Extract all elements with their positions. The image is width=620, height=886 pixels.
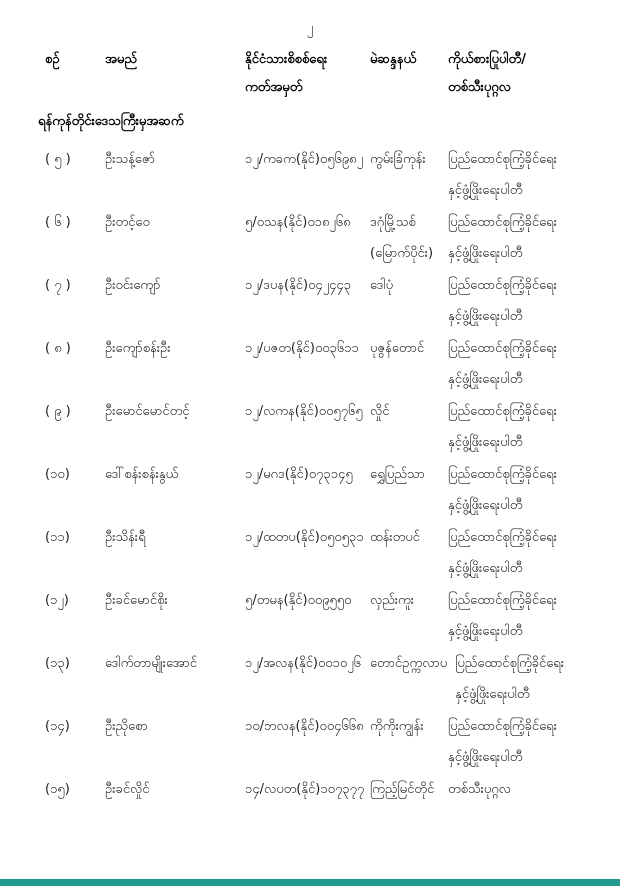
constituency-line: ကြည့်မြင်တိုင် <box>370 782 435 797</box>
nrc-number: ၁၂/ပဇတ(နိုင်)၀၀၃၆၁၁ <box>245 341 359 356</box>
constituency <box>370 522 448 553</box>
constituency-line: ဒဂုံမြို့သစ် <box>370 215 416 230</box>
header-party-line-2: တစ်သီးပုဂ္ဂလ <box>448 80 511 95</box>
constituency-line: လှိုင် <box>370 404 390 419</box>
header-nrc-line-1: နိုင်ငံသားစိစစ်ရေး <box>245 52 328 67</box>
header-party-line-1: ကိုယ်စားပြုပါတီ/ <box>448 52 526 67</box>
party-line: ပြည်ထောင်စုကြံ့ခိုင်ရေး <box>448 719 557 734</box>
party <box>448 774 614 805</box>
party-line: ပြည်ထောင်စုကြံ့ခိုင်ရေး <box>448 278 557 293</box>
candidate-name: ဦးညိုစော <box>105 719 148 734</box>
row-number: ( ၇ ) <box>45 278 71 293</box>
header-name <box>105 46 245 74</box>
page-number: ၂ <box>306 21 314 36</box>
nrc-number: ၁၂/ထတပ(နိုင်)၀၅၀၅၃၁ <box>245 530 364 545</box>
row-number: (၁၅) <box>45 782 70 797</box>
party <box>455 648 614 710</box>
table-row <box>38 648 614 711</box>
party-line: ပြည်ထောင်စုကြံ့ခိုင်ရေး <box>448 404 557 419</box>
constituency-line: ရွှေပြည်သာ <box>370 467 425 482</box>
row-number: (၁၄) <box>45 719 70 734</box>
constituency-line: တောင်ဥက္ကလာပ <box>370 656 448 671</box>
party-line: နှင့်ဖွံ့ဖြိုးရေးပါတီ <box>448 750 523 765</box>
constituency <box>370 396 448 427</box>
footer-bar <box>0 879 620 886</box>
candidate-name: ဦးဝင်းကျော် <box>105 278 161 293</box>
party <box>448 333 614 395</box>
constituency-line: ထန်းတပင် <box>370 530 420 545</box>
header-name-label: အမည် <box>105 52 137 67</box>
row-number: ( ၆ ) <box>45 215 71 230</box>
party-line: နှင့်ဖွံ့ဖြိုးရေးပါတီ <box>448 372 523 387</box>
constituency <box>370 333 448 364</box>
row-number: ( ၅ ) <box>45 152 71 167</box>
constituency-line: ဒေါပုံ <box>370 278 393 293</box>
party-line: နှင့်ဖွံ့ဖြိုးရေးပါတီ <box>448 183 523 198</box>
constituency <box>370 711 448 742</box>
candidate-name: ဦးသန့်ဇော် <box>105 152 155 167</box>
constituency <box>370 648 455 679</box>
nrc-number: ၁၄/လပတ(နိုင်)၁၀၇၃၇၇ <box>245 782 365 797</box>
row-number: (၁၃) <box>45 656 70 671</box>
table-row <box>38 774 614 837</box>
constituency <box>370 459 448 490</box>
party <box>448 207 614 269</box>
nrc-number: ၁၂/မဂဒ(နိုင်)၀၇၃၁၄၅ <box>245 467 353 482</box>
party <box>448 396 614 458</box>
party-line: နှင့်ဖွံ့ဖြိုးရေးပါတီ <box>448 246 523 261</box>
party <box>448 144 614 206</box>
nrc-number: ၁၀/ဘလန(နိုင်)၀၀၄၆၆၈ <box>245 719 364 734</box>
nrc-number: ၁၂/လကန(နိုင်)၀၀၅၇၆၅ <box>245 404 363 419</box>
header-party <box>448 46 614 102</box>
constituency <box>370 774 448 805</box>
constituency <box>370 207 448 269</box>
party-line: ပြည်ထောင်စုကြံ့ခိုင်ရေး <box>455 656 565 671</box>
row-number: (၁၀) <box>45 467 70 482</box>
party-line: ပြည်ထောင်စုကြံ့ခိုင်ရေး <box>448 341 557 356</box>
party-line: နှင့်ဖွံ့ဖြိုးရေးပါတီ <box>448 309 523 324</box>
constituency-line: (မြောက်ပိုင်း) <box>370 246 434 261</box>
row-number: (၁၂) <box>45 593 69 608</box>
candidate-name: ဒေါ်စန်းစန်းနွယ် <box>105 467 179 482</box>
nrc-number: ၅/ဝသန(နိုင်)၀၁၈၂၆၈ <box>245 215 351 230</box>
table-row <box>38 522 614 585</box>
party <box>448 522 614 584</box>
header-constituency-label: မဲဆန္ဒနယ် <box>370 52 417 67</box>
header-nrc <box>245 46 370 102</box>
party-line: ပြည်ထောင်စုကြံ့ခိုင်ရေး <box>448 215 557 230</box>
party-line: ပြည်ထောင်စုကြံ့ခိုင်ရေး <box>448 152 557 167</box>
party-line: ပြည်ထောင်စုကြံ့ခိုင်ရေး <box>448 593 557 608</box>
party <box>448 459 614 521</box>
constituency-line: ကွမ်းခြံကုန်း <box>370 152 426 167</box>
candidate-name: ဦးတင့်ဝေ <box>105 215 150 230</box>
table-row <box>38 459 614 522</box>
nrc-number: ၁၂/ကခက(နိုင်)၀၅၆၉၈၂ <box>245 152 363 167</box>
party-line: နှင့်ဖွံ့ဖြိုးရေးပါတီ <box>455 687 530 702</box>
table-rows <box>38 144 614 837</box>
party-line: ပြည်ထောင်စုကြံ့ခိုင်ရေး <box>448 530 557 545</box>
section-header: ရန်ကုန်တိုင်းဒေသကြီးမှအဆက် <box>38 114 184 129</box>
constituency-line: ပုဇွန်တောင် <box>370 341 425 356</box>
nrc-number: ၁၂/အလန(နိုင်)၀၀၁၀၂၆ <box>245 656 361 671</box>
constituency <box>370 270 448 301</box>
table-row <box>38 333 614 396</box>
party <box>448 711 614 773</box>
table-row <box>38 711 614 774</box>
header-constituency <box>370 46 448 74</box>
table-row <box>38 270 614 333</box>
candidate-name: ဒေါက်တာမျိုးအောင် <box>105 656 197 671</box>
header-no <box>38 46 105 74</box>
constituency-line: လှည်းကူး <box>370 593 415 608</box>
party-line: နှင့်ဖွံ့ဖြိုးရေးပါတီ <box>448 498 523 513</box>
nrc-number: ၅/တမန(နိုင်)၀၀၉၅၅၀ <box>245 593 352 608</box>
party <box>448 270 614 332</box>
party <box>448 585 614 647</box>
table-row <box>38 144 614 207</box>
party-line: တစ်သီးပုဂ္ဂလ <box>448 782 511 797</box>
row-number: (၁၁) <box>45 530 70 545</box>
candidate-name: ဦးသိန်းရီ <box>105 530 146 545</box>
party-line: နှင့်ဖွံ့ဖြိုးရေးပါတီ <box>448 624 523 639</box>
header-no-label: စဉ် <box>45 52 60 67</box>
party-line: နှင့်ဖွံ့ဖြိုးရေးပါတီ <box>448 435 523 450</box>
table-row <box>38 207 614 270</box>
constituency <box>370 144 448 175</box>
party-line: ပြည်ထောင်စုကြံ့ခိုင်ရေး <box>448 467 557 482</box>
candidate-name: ဦးခင်လှိုင် <box>105 782 150 797</box>
candidate-name: ဦးကျော်စန်းဦး <box>105 341 171 356</box>
row-number: ( ၈ ) <box>45 341 71 356</box>
constituency <box>370 585 448 616</box>
header-nrc-line-2: ကတ်အမှတ် <box>245 80 303 95</box>
constituency-line: ကိုကိုးကျွန်း <box>370 719 424 734</box>
document-body <box>38 46 614 837</box>
table-row <box>38 396 614 459</box>
candidate-name: ဦးမောင်မောင်တင့် <box>105 404 190 419</box>
nrc-number: ၁၂/ဒပန(နိုင်)၀၄၂၄၄၃ <box>245 278 352 293</box>
party-line: နှင့်ဖွံ့ဖြိုးရေးပါတီ <box>448 561 523 576</box>
row-number: ( ၉ ) <box>45 404 71 419</box>
candidate-name: ဦးခင်မောင်စိုး <box>105 593 168 608</box>
table-row <box>38 585 614 648</box>
table-header <box>38 46 614 102</box>
